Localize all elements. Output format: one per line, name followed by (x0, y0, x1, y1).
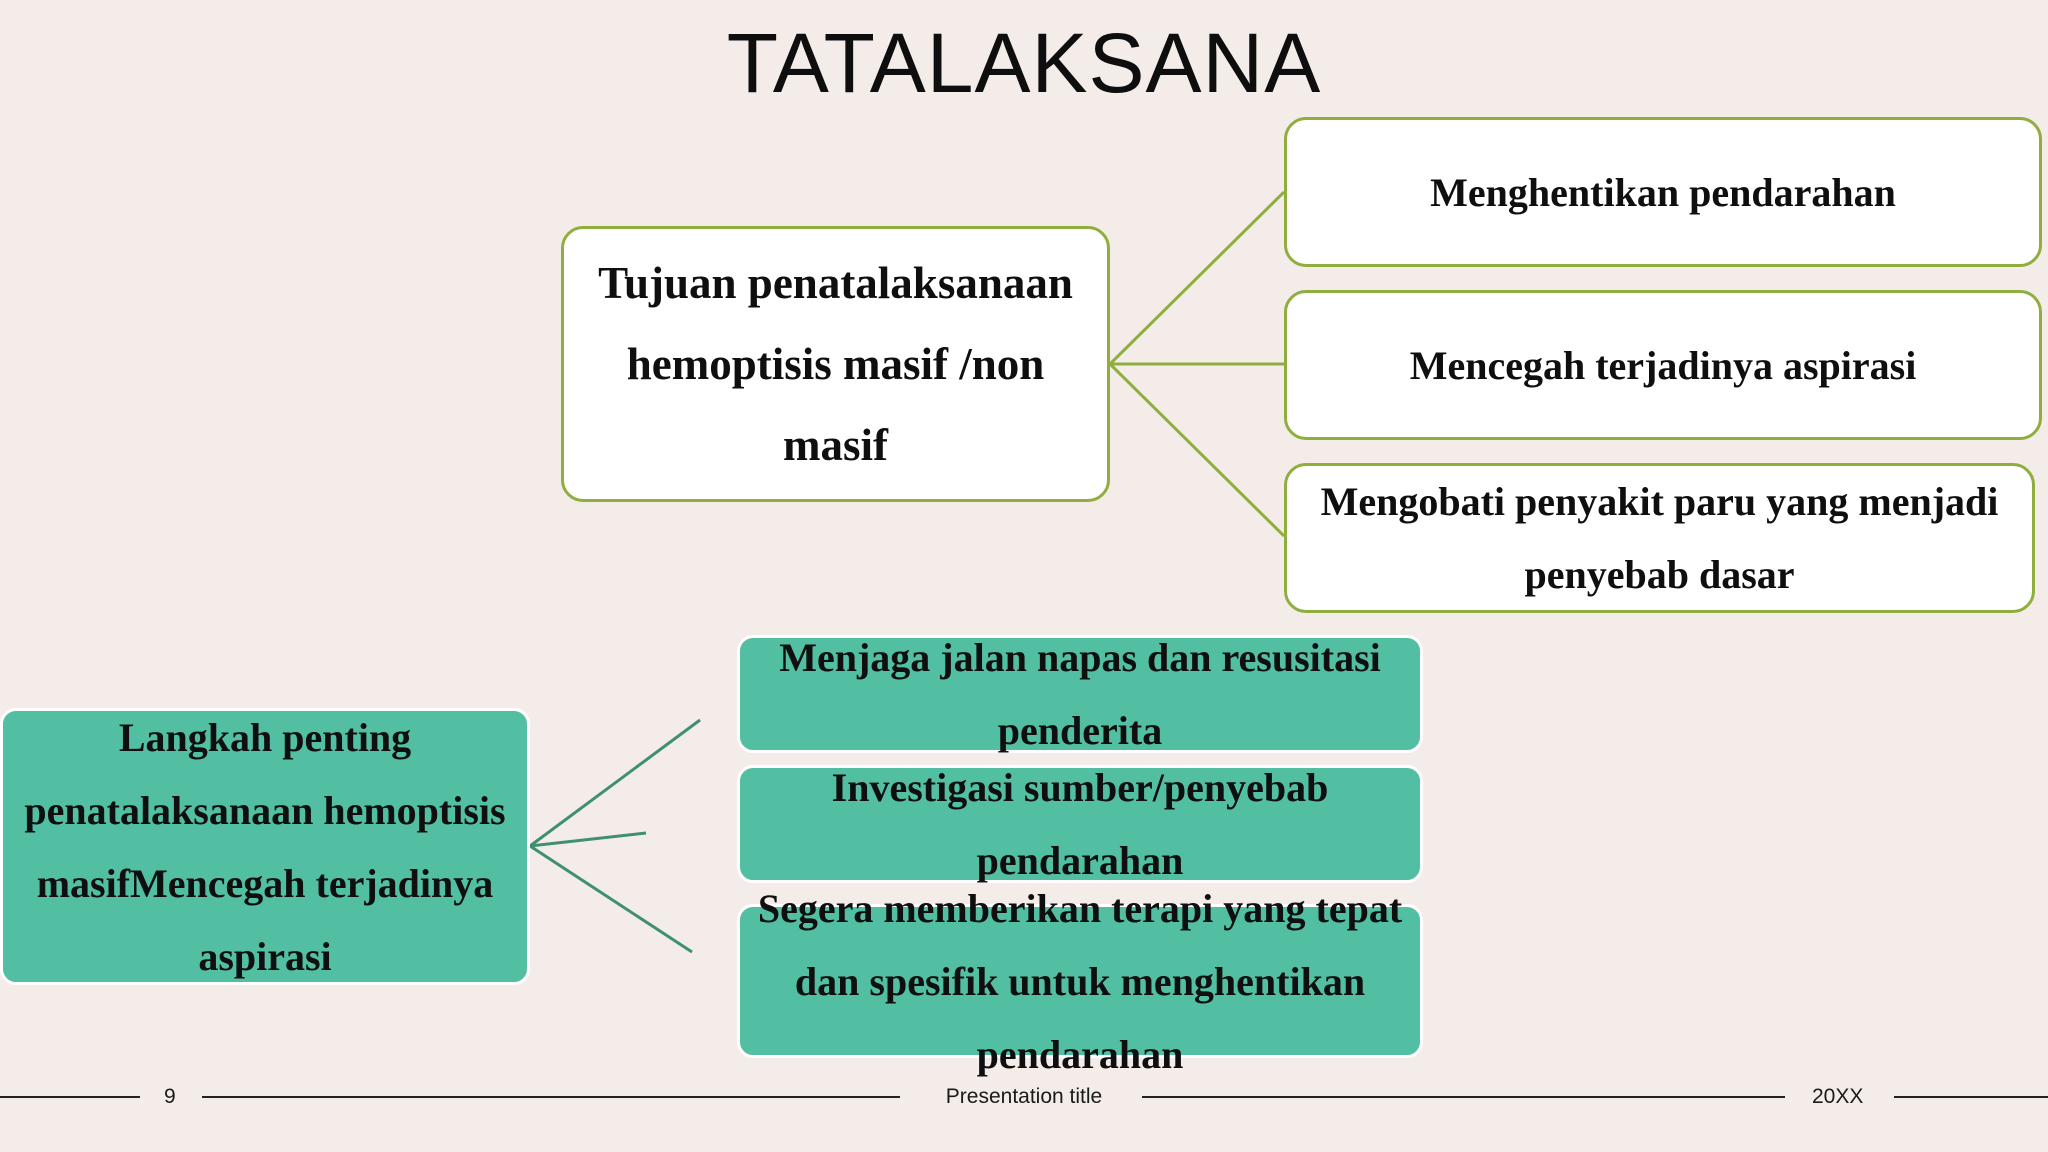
footer-rule-left (0, 1096, 140, 1098)
step-box-2 (737, 765, 1423, 883)
goal-box-3 (1284, 463, 2035, 613)
goal-box-2 (1284, 290, 2042, 440)
slide-title: TATALAKSANA (726, 16, 1322, 110)
goal-root-box (561, 226, 1110, 502)
connector-step-3 (530, 846, 692, 952)
footer-rule-right (1894, 1096, 2048, 1098)
step-label-2: Investigasi sumber/penyebab pendarahan (831, 765, 1329, 883)
footer-presentation-title: Presentation title (945, 1085, 1103, 1108)
step-label-3: Segera memberikan terapi yang tepat dan spesifik untuk menghentikan pendarahan (757, 885, 1403, 1077)
connector-goal-1 (1110, 192, 1284, 364)
step-box-3 (737, 885, 1423, 1077)
footer-rule-middle-right (1142, 1096, 1785, 1098)
connector-step-1 (530, 720, 700, 846)
footer-year: 20XX (1812, 1085, 1864, 1108)
steps-root-box (0, 708, 530, 985)
step-box-1 (737, 635, 1423, 753)
goal-root-label: Tujuan penatalaksanaan hemoptisis masif /non masif (598, 257, 1073, 470)
step-label-1: Menjaga jalan napas dan resusitasi penderita (779, 635, 1381, 753)
footer-page-number: 9 (164, 1085, 176, 1108)
steps-root-label: Langkah penting penatalaksanaan hemoptisis masifMencegah terjadinya aspirasi (24, 714, 506, 979)
goal-box-1 (1284, 117, 2042, 267)
goal-label-3: Mengobati penyakit paru yang menjadi penyebab dasar (1320, 479, 1999, 597)
goal-label-1: Menghentikan pendarahan (1430, 169, 1896, 215)
footer-rule-middle-left (202, 1096, 900, 1098)
connector-step-2 (530, 833, 646, 846)
connector-goal-3 (1110, 364, 1284, 536)
goal-label-2: Mencegah terjadinya aspirasi (1409, 342, 1917, 388)
